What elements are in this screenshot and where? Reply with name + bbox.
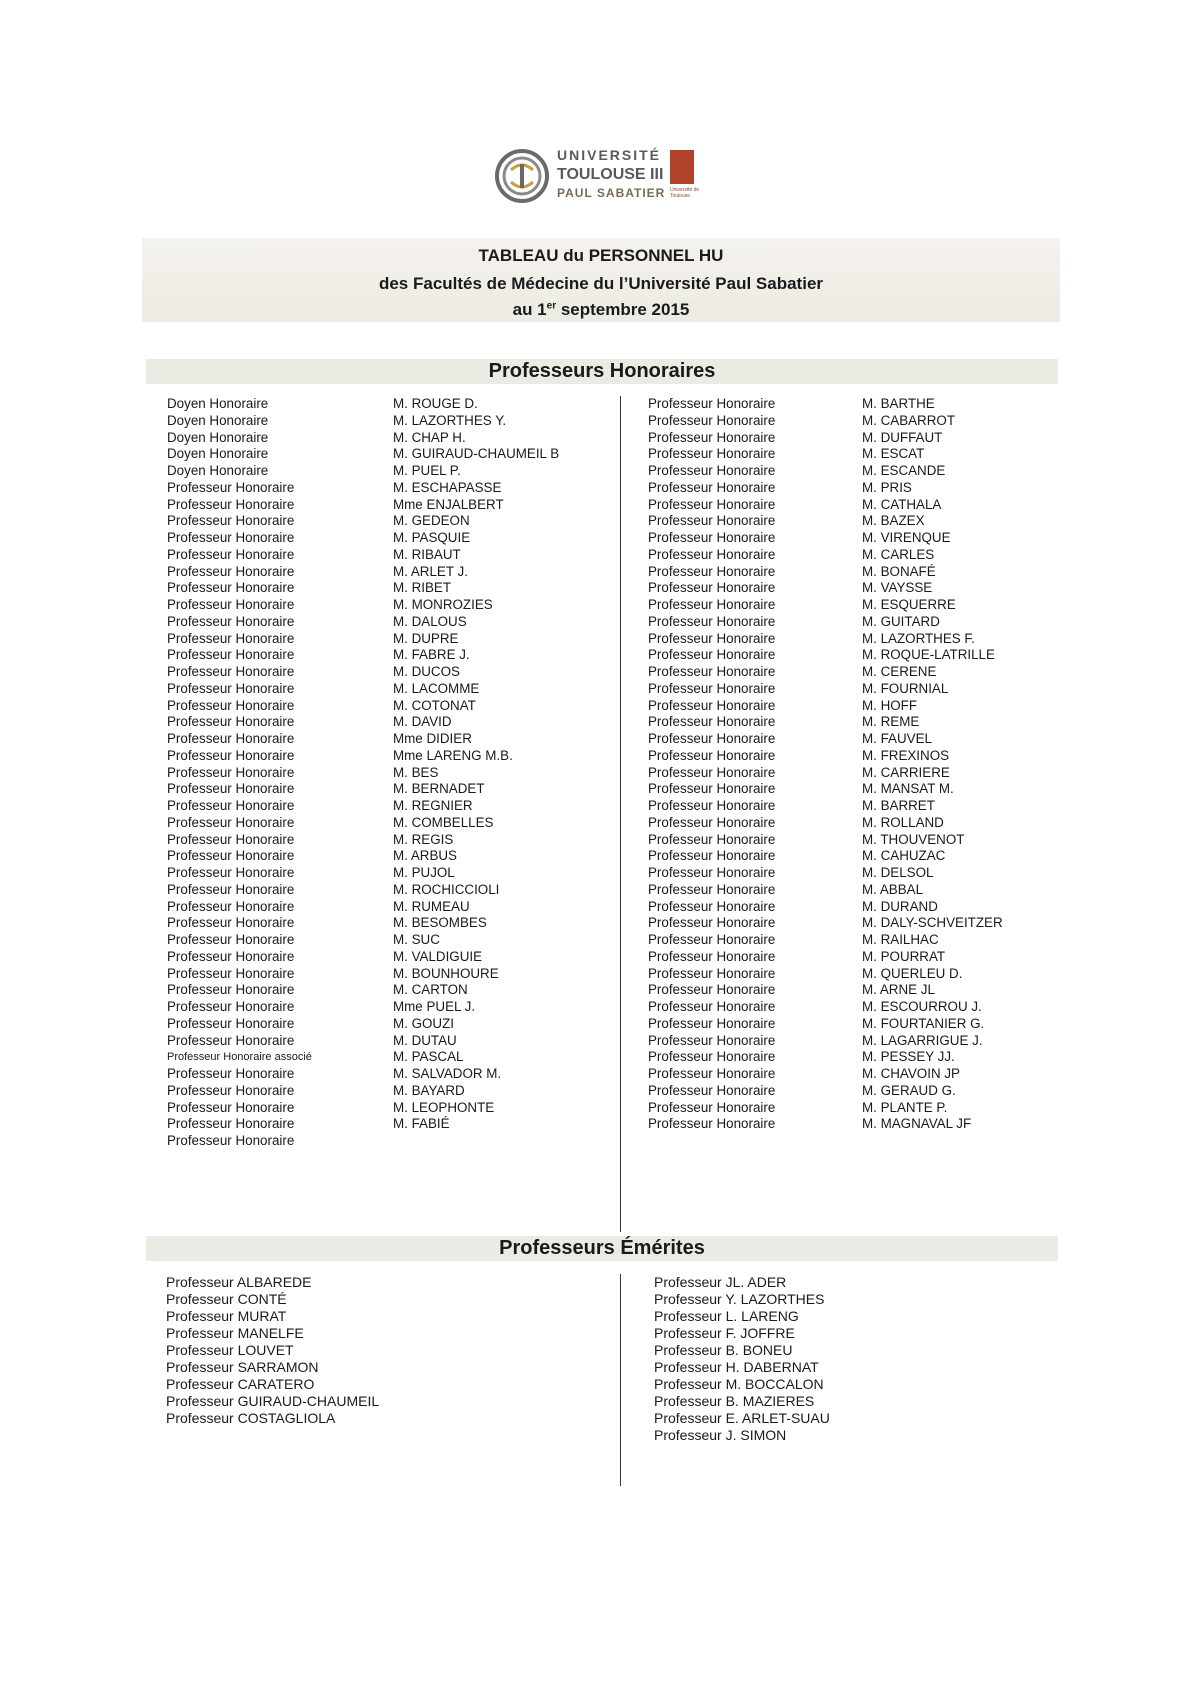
honoraire-name: M. SALVADOR M. (393, 1066, 502, 1081)
honoraire-title: Professeur Honoraire (167, 714, 295, 730)
honoraire-title: Professeur Honoraire (648, 881, 776, 897)
university-logo (495, 140, 705, 212)
honoraire-title: Professeur Honoraire (167, 496, 295, 512)
emerite-entry: Professeur SARRAMON (166, 1359, 319, 1375)
honoraire-name: M. DELSOL (862, 865, 934, 880)
honoraire-name: M. ESCOURROU J. (862, 999, 982, 1014)
honoraire-title: Professeur Honoraire (648, 831, 776, 847)
honoraire-title: Professeur Honoraire (648, 747, 776, 763)
honoraire-title: Professeur Honoraire (648, 697, 776, 713)
emerite-entry: Professeur CARATERO (166, 1376, 315, 1392)
honoraire-name: M. ARNE JL (862, 982, 935, 998)
honoraire-name: M. PESSEY JJ. (862, 1049, 955, 1065)
honoraire-title: Professeur Honoraire (648, 865, 776, 880)
honoraire-title: Professeur Honoraire (648, 664, 776, 679)
honoraire-name: M. LACOMME (393, 680, 480, 696)
honoraire-name: M. CAHUZAC (862, 848, 946, 864)
honoraire-title: Professeur Honoraire (648, 999, 776, 1014)
honoraire-name: M. CARLES (862, 546, 935, 562)
honoraire-name: M. PRIS (862, 479, 912, 495)
honoraire-name: M. DALY-SCHVEITZER (862, 915, 1003, 931)
honoraire-name: M. ESCHAPASSE (393, 479, 502, 495)
honoraires-right-names (862, 396, 1003, 1133)
honoraire-title: Professeur Honoraire (648, 446, 776, 462)
honoraire-title: Professeur Honoraire (648, 731, 776, 746)
honoraire-title: Doyen Honoraire (167, 396, 269, 411)
honoraire-title: Professeur Honoraire (167, 1099, 295, 1115)
emerites-right-list (654, 1274, 830, 1444)
honoraire-title: Professeur Honoraire (648, 848, 776, 864)
honoraire-title: Professeur Honoraire (648, 513, 776, 529)
honoraire-name: M. FREXINOS (862, 747, 950, 763)
honoraire-title: Professeur Honoraire (167, 731, 295, 746)
honoraire-title: Professeur Honoraire (648, 463, 776, 478)
honoraire-name: M. MANSAT M. (862, 781, 954, 797)
honoraire-name: M. HOFF (862, 697, 918, 713)
emerite-entry: Professeur MANELFE (166, 1325, 304, 1341)
honoraire-name: M. CHAP H. (393, 429, 466, 445)
column-divider (620, 396, 621, 1232)
honoraire-title: Professeur Honoraire (167, 697, 295, 713)
honoraire-name: M. QUERLEU D. (862, 965, 963, 981)
honoraire-title: Doyen Honoraire (167, 429, 269, 445)
honoraire-title: Professeur Honoraire (648, 580, 776, 596)
honoraire-name: M. REGNIER (393, 798, 473, 813)
date-prefix: au 1 (512, 300, 547, 319)
honoraire-name: M. POURRAT (862, 948, 946, 964)
honoraire-title: Professeur Honoraire (167, 898, 295, 914)
honoraire-name: M. LEOPHONTE (393, 1099, 495, 1115)
emerite-entry: Professeur CONTÉ (166, 1291, 287, 1307)
honoraire-title: Professeur Honoraire (648, 1066, 776, 1081)
honoraire-title: Professeur Honoraire (648, 496, 776, 512)
honoraire-title: Professeur Honoraire (167, 1032, 295, 1048)
honoraire-name: M. VIRENQUE (862, 530, 951, 545)
honoraire-name: Mme LARENG M.B. (393, 747, 513, 763)
honoraire-title: Professeur Honoraire (648, 965, 776, 981)
emerite-entry: Professeur Y. LAZORTHES (654, 1291, 825, 1307)
honoraire-name: M. ROUGE D. (393, 396, 478, 411)
honoraire-title: Professeur Honoraire (648, 429, 776, 445)
honoraire-name: M. ROLLAND (862, 814, 944, 830)
honoraire-name: M. PUJOL (393, 865, 455, 880)
honoraire-title: Doyen Honoraire (167, 463, 269, 478)
honoraire-title: Professeur Honoraire (167, 781, 295, 797)
emerite-entry: Professeur ALBAREDE (166, 1274, 312, 1290)
honoraire-name: M. DUPRE (393, 630, 459, 646)
logo-line-2: TOULOUSE III (557, 166, 664, 183)
honoraire-name: M. ESQUERRE (862, 597, 956, 612)
honoraires-right-titles (648, 396, 775, 1133)
honoraire-name: M. PASCAL (393, 1049, 464, 1065)
university-seal-icon (495, 140, 553, 212)
emerite-entry: Professeur J. SIMON (654, 1427, 787, 1443)
date-superscript: er (546, 300, 557, 312)
emerite-entry: Professeur E. ARLET-SUAU (654, 1410, 830, 1426)
honoraire-title: Professeur Honoraire (167, 915, 295, 931)
honoraire-title: Professeur Honoraire (167, 999, 295, 1014)
honoraire-title: Professeur Honoraire (648, 597, 776, 612)
honoraire-title: Doyen Honoraire (167, 412, 269, 428)
honoraire-name: M. BAZEX (862, 513, 925, 529)
honoraire-title: Professeur Honoraire (648, 1049, 776, 1065)
date-suffix: septembre 2015 (556, 300, 690, 319)
honoraire-name: M. ROCHICCIOLI (393, 881, 500, 897)
honoraire-name: M. RUMEAU (393, 898, 470, 914)
honoraire-title: Professeur Honoraire (167, 798, 295, 813)
honoraire-name: M. DAVID (393, 714, 452, 730)
honoraire-name: M. DUCOS (393, 664, 460, 679)
honoraire-name: M. VALDIGUIE (393, 948, 483, 964)
honoraire-title: Professeur Honoraire associé (167, 1051, 312, 1064)
honoraire-name: M. CABARROT (862, 412, 955, 428)
emerite-entry: Professeur M. BOCCALON (654, 1376, 824, 1392)
honoraire-title: Professeur Honoraire (167, 948, 295, 964)
honoraire-name: M. DUFFAUT (862, 429, 943, 445)
honoraire-name: M. BARRET (862, 798, 935, 813)
honoraire-name: M. FOURNIAL (862, 680, 949, 696)
logo-wordmark (557, 146, 665, 203)
honoraire-title: Professeur Honoraire (167, 814, 295, 830)
honoraire-title: Professeur Honoraire (167, 1082, 295, 1098)
honoraire-name: M. COTONAT (393, 697, 476, 713)
honoraire-name: M. ABBAL (862, 881, 924, 897)
honoraire-title: Professeur Honoraire (648, 1099, 776, 1115)
document-title: TABLEAU du PERSONNEL HU (478, 246, 724, 265)
honoraire-title: Professeur Honoraire (648, 613, 776, 629)
honoraire-title: Professeur Honoraire (167, 1066, 295, 1081)
honoraire-name: M. FABIÉ (393, 1116, 450, 1132)
honoraire-name: M. ROQUE-LATRILLE (862, 647, 995, 663)
honoraire-name: M. BESOMBES (393, 915, 487, 931)
honoraire-title: Professeur Honoraire (648, 530, 776, 545)
honoraire-title: Professeur Honoraire (648, 1015, 776, 1031)
honoraire-title: Professeur Honoraire (648, 1082, 776, 1098)
honoraire-name: M. CATHALA (862, 496, 942, 512)
document-date (142, 300, 1060, 320)
honoraire-name: M. CHAVOIN JP (862, 1066, 960, 1081)
honoraire-title: Professeur Honoraire (648, 1032, 776, 1048)
honoraire-title: Professeur Honoraire (648, 932, 776, 947)
honoraire-title: Professeur Honoraire (167, 982, 295, 998)
honoraire-title: Professeur Honoraire (167, 1116, 295, 1132)
emerite-entry: Professeur MURAT (166, 1308, 287, 1324)
honoraire-title: Professeur Honoraire (167, 563, 295, 579)
honoraire-title: Doyen Honoraire (167, 446, 269, 462)
honoraire-name: M. MONROZIES (393, 597, 493, 612)
logo-line-3: PAUL SABATIER (557, 186, 666, 200)
honoraire-name: M. RIBAUT (393, 546, 461, 562)
honoraire-name: M. MAGNAVAL JF (862, 1116, 972, 1132)
honoraire-title: Professeur Honoraire (167, 1133, 295, 1148)
honoraire-title: Professeur Honoraire (167, 764, 295, 780)
honoraire-name: M. GUIRAUD-CHAUMEIL B (393, 446, 560, 462)
honoraire-name: M. RIBET (393, 580, 452, 596)
honoraire-name: M. CARRIERE (862, 764, 950, 780)
honoraire-title: Professeur Honoraire (648, 396, 776, 411)
honoraire-name: M. PASQUIE (393, 530, 471, 545)
emerite-entry: Professeur B. BONEU (654, 1342, 793, 1358)
honoraire-name: M. VAYSSE (862, 580, 933, 596)
honoraire-name: M. ARBUS (393, 848, 457, 864)
honoraire-name: M. THOUVENOT (862, 831, 965, 847)
honoraire-title: Professeur Honoraire (648, 680, 776, 696)
emerites-left-list (166, 1274, 379, 1427)
honoraire-title: Professeur Honoraire (648, 798, 776, 813)
honoraire-title: Professeur Honoraire (648, 630, 776, 646)
logo-red-emblem (670, 150, 694, 184)
honoraire-title: Professeur Honoraire (648, 781, 776, 797)
honoraire-title: Professeur Honoraire (648, 563, 776, 579)
honoraire-name: M. GUITARD (862, 613, 940, 629)
honoraire-title: Professeur Honoraire (167, 513, 295, 529)
honoraire-title: Professeur Honoraire (167, 613, 295, 629)
honoraire-name: M. CARTON (393, 982, 468, 998)
honoraire-name: M. ESCAT (862, 446, 925, 462)
honoraire-name: M. FAUVEL (862, 731, 932, 746)
honoraire-title: Professeur Honoraire (167, 530, 295, 545)
honoraire-name: M. CERENE (862, 664, 937, 679)
honoraires-left-titles (167, 396, 312, 1150)
emerite-entry: Professeur B. MAZIERES (654, 1393, 815, 1409)
honoraire-name: M. BONAFÉ (862, 563, 936, 579)
honoraire-title: Professeur Honoraire (167, 680, 295, 696)
honoraire-name: M. DURAND (862, 898, 938, 914)
honoraire-title: Professeur Honoraire (167, 848, 295, 864)
honoraire-name: M. LAZORTHES F. (862, 630, 975, 646)
honoraire-title: Professeur Honoraire (648, 647, 776, 663)
logo-subtext: Université de Toulouse (670, 187, 700, 199)
honoraire-title: Professeur Honoraire (648, 898, 776, 914)
honoraire-title: Professeur Honoraire (648, 915, 776, 931)
honoraire-name: M. ARLET J. (393, 563, 468, 579)
honoraire-name: M. ESCANDE (862, 463, 946, 478)
honoraire-name: M. BES (393, 764, 439, 780)
honoraire-name: M. REGIS (393, 831, 454, 847)
honoraire-name: Mme PUEL J. (393, 999, 476, 1014)
emerite-entry: Professeur F. JOFFRE (654, 1325, 795, 1341)
honoraire-name: M. BARTHE (862, 396, 935, 411)
honoraire-name: M. BERNADET (393, 781, 485, 797)
honoraire-title: Professeur Honoraire (648, 814, 776, 830)
column-divider (620, 1274, 621, 1486)
honoraire-title: Professeur Honoraire (648, 479, 776, 495)
document-subtitle: des Facultés de Médecine du l’Université Paul Sabatier (378, 274, 824, 293)
honoraire-name: M. DUTAU (393, 1032, 457, 1048)
honoraire-name: M. REME (862, 714, 920, 730)
honoraire-title: Professeur Honoraire (648, 412, 776, 428)
honoraire-title: Professeur Honoraire (167, 597, 295, 612)
honoraire-title: Professeur Honoraire (648, 982, 776, 998)
honoraire-name: Mme ENJALBERT (393, 496, 504, 512)
honoraire-title: Professeur Honoraire (167, 546, 295, 562)
honoraire-title: Professeur Honoraire (648, 948, 776, 964)
emerite-entry: Professeur L. LARENG (654, 1308, 799, 1324)
honoraires-left-names (393, 396, 559, 1133)
honoraire-title: Professeur Honoraire (167, 932, 295, 947)
honoraire-name: Mme DIDIER (393, 731, 472, 746)
honoraire-name: M. PUEL P. (393, 463, 461, 478)
honoraire-name: M. SUC (393, 932, 440, 947)
honoraire-name: M. DALOUS (393, 613, 467, 629)
section-heading-honoraires: Professeurs Honoraires (146, 359, 1058, 384)
honoraire-title: Professeur Honoraire (167, 965, 295, 981)
honoraire-title: Professeur Honoraire (167, 647, 295, 663)
honoraire-title: Professeur Honoraire (167, 865, 295, 880)
honoraire-title: Professeur Honoraire (167, 580, 295, 596)
honoraire-name: M. GERAUD G. (862, 1082, 956, 1098)
emerite-entry: Professeur JL. ADER (654, 1274, 787, 1290)
emerite-entry: Professeur GUIRAUD-CHAUMEIL (166, 1393, 380, 1409)
honoraire-title: Professeur Honoraire (167, 479, 295, 495)
honoraire-title: Professeur Honoraire (167, 1015, 295, 1031)
honoraire-title: Professeur Honoraire (167, 664, 295, 679)
honoraire-title: Professeur Honoraire (648, 764, 776, 780)
honoraire-name: M. LAGARRIGUE J. (862, 1032, 983, 1048)
honoraire-name: M. GOUZI (393, 1015, 454, 1031)
honoraire-name: M. FABRE J. (393, 647, 470, 663)
honoraire-title: Professeur Honoraire (167, 831, 295, 847)
honoraire-title: Professeur Honoraire (648, 1116, 776, 1132)
honoraire-title: Professeur Honoraire (648, 546, 776, 562)
honoraire-title: Professeur Honoraire (167, 747, 295, 763)
honoraire-title: Professeur Honoraire (648, 714, 776, 730)
emerite-entry: Professeur COSTAGLIOLA (166, 1410, 336, 1426)
honoraire-name: M. GEDEON (393, 513, 470, 529)
honoraire-name: M. PLANTE P. (862, 1099, 948, 1115)
honoraire-name: M. BAYARD (393, 1082, 465, 1098)
honoraire-name: M. LAZORTHES Y. (393, 412, 507, 428)
document-title-box (142, 238, 1060, 322)
emerite-entry: Professeur LOUVET (166, 1342, 294, 1358)
honoraire-name: M. FOURTANIER G. (862, 1015, 985, 1031)
honoraire-title: Professeur Honoraire (167, 630, 295, 646)
honoraire-name: M. BOUNHOURE (393, 965, 499, 981)
section-heading-emerites: Professeurs Émérites (146, 1236, 1058, 1261)
honoraire-name: M. COMBELLES (393, 814, 494, 830)
logo-line-1: UNIVERSITÉ (557, 147, 662, 163)
honoraire-name: M. RAILHAC (862, 932, 939, 947)
emerite-entry: Professeur H. DABERNAT (654, 1359, 819, 1375)
honoraire-title: Professeur Honoraire (167, 881, 295, 897)
